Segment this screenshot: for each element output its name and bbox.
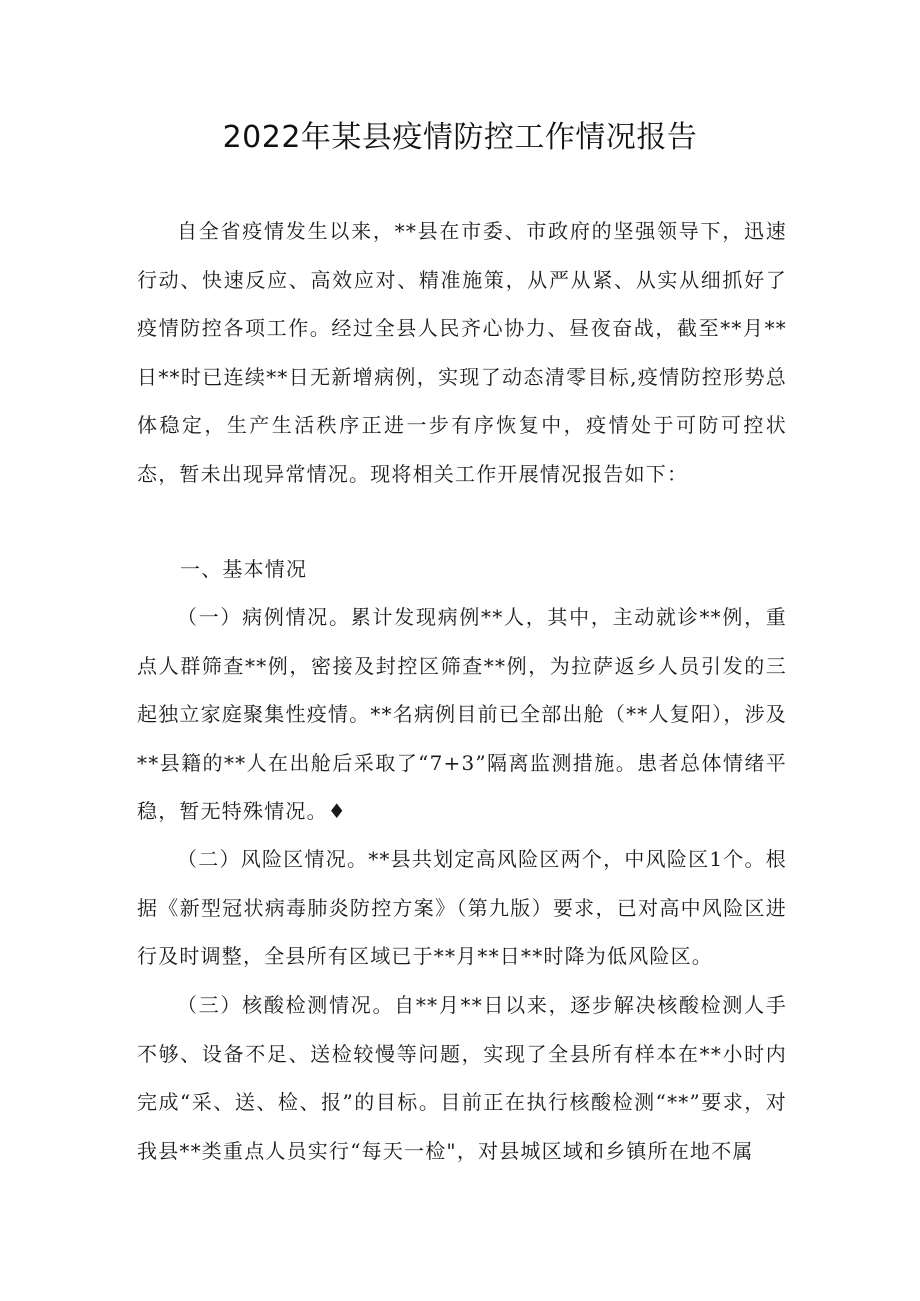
- intro-paragraph: 自全省疫情发生以来，**县在市委、市政府的坚强领导下，迅速行动、快速反应、高效应对、精准施策，从严从紧、从实从细抓好了疫情防控各项工作。经过全县人民齐心协力、昼夜奋战，截至**月**日**时已连续**日无新增病例，实现了动态清零目标,疫情防控形势总体稳定，生产生活秩序正进一步有序恢复中，疫情处于可防可控状态，暂未出现异常情况。现将相关工作开展情况报告如下：: [137, 219, 787, 486]
- nucleic-test-paragraph: （三）核酸检测情况。自**月**日以来，逐步解决核酸检测人手不够、设备不足、送检较慢等问题，实现了全县所有样本在**小时内完成“采、送、检、报”的目标。目前正在执行核酸检测“**”要求，对我县**类重点人员实行“每天一检"，对县城区域和乡镇所在地不属: [137, 993, 787, 1163]
- document-title: 2022年某县疫情防控工作情况报告: [222, 120, 698, 155]
- case-situation-paragraph: （一）病例情况。累计发现病例**人，其中，主动就诊**例，重点人群筛查**例，密接及封控区筛查**例，为拉萨返乡人员引发的三起独立家庭聚集性疫情。**名病例目前已全部出舱（**人复阳），涉及**县籍的**人在出舱后采取了“7+3”隔离监测措施。患者总体情绪平稳，暂无特殊情况。♦: [137, 605, 787, 823]
- section-heading-basic-situation: 一、基本情况: [180, 557, 308, 581]
- risk-area-paragraph: （二）风险区情况。**县共划定高风险区两个，中风险区1个。根据《新型冠状病毒肺炎防控方案》（第九版）要求，已对高中风险区进行及时调整，全县所有区域已于**月**日**时降为低风险区。: [137, 847, 787, 968]
